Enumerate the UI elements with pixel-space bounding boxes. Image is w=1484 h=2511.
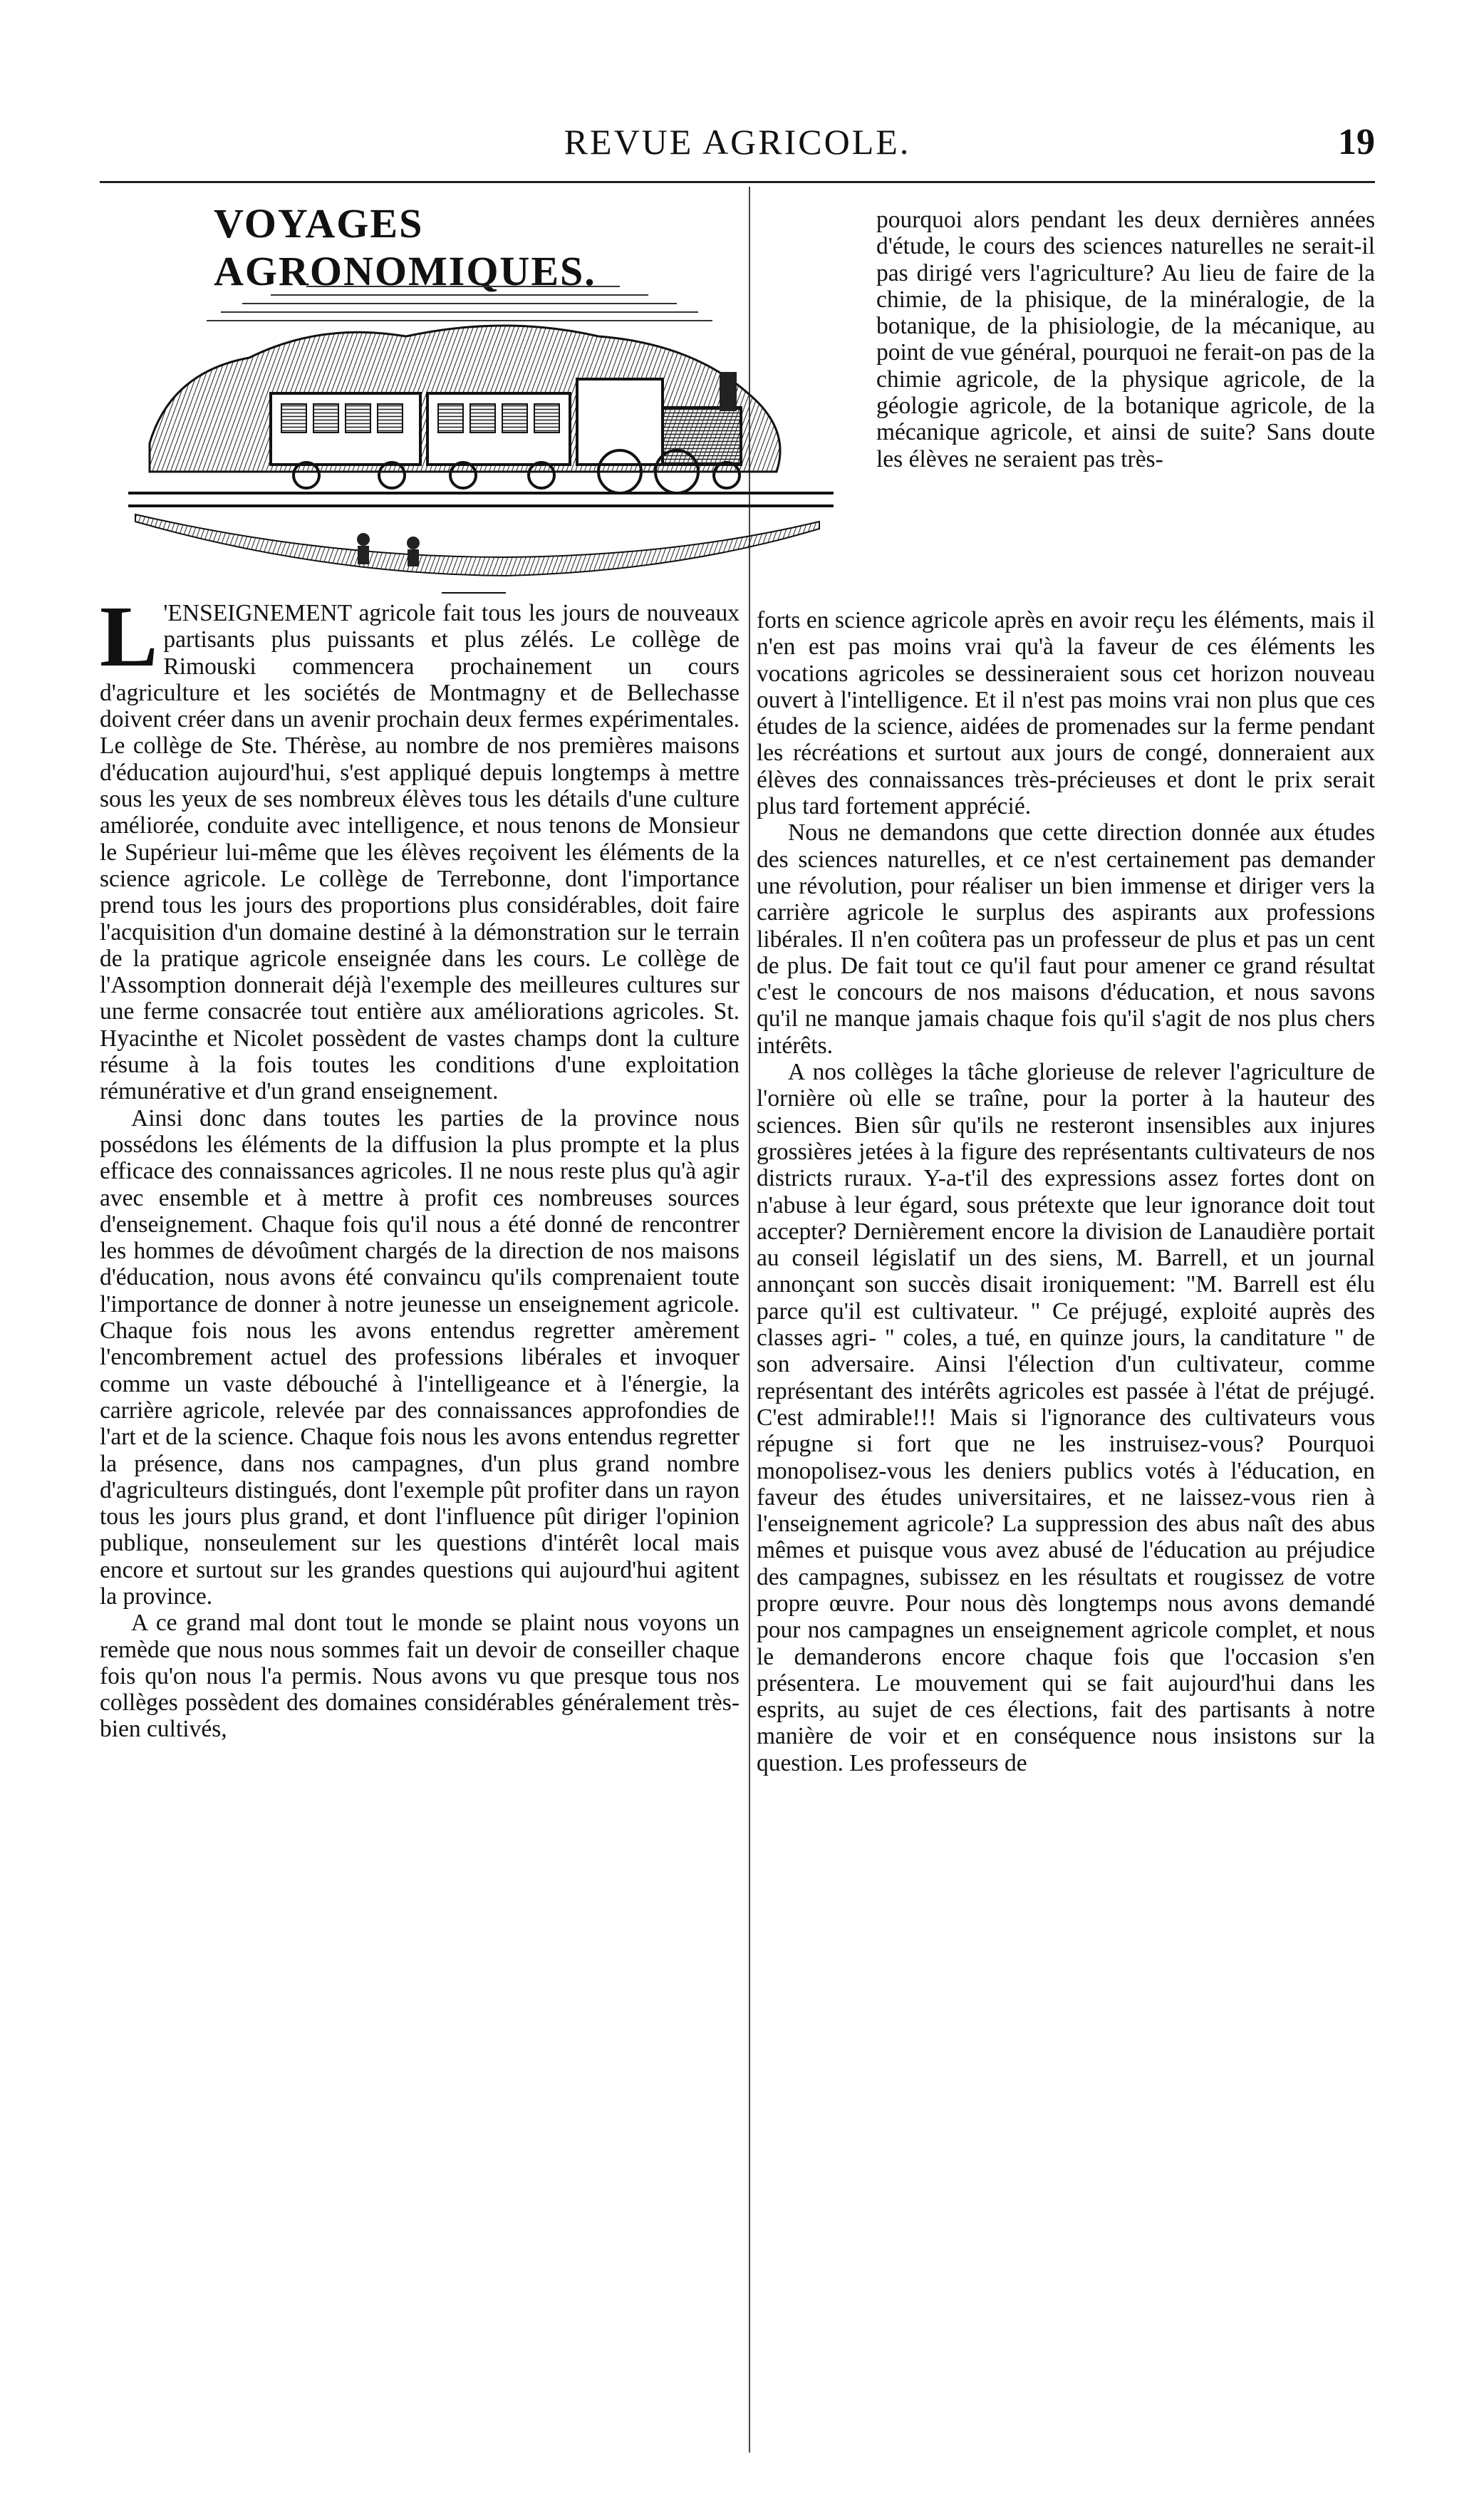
train-engraving: [107, 258, 862, 599]
left-column: [100, 589, 740, 1743]
paragraph-6: A nos collèges la tâche glorieuse de relever l'agriculture de l'ornière où elle se traîne, pour la porter à la hauteur des sciences. Bien sûr qu'ils ne resteront insensibles aux injures grossières jetées à la figure des représentants cultivateurs de nos districts ruraux. Y-a-t'il des expressions assez fortes dont on n'abuse à leur égard, sous prétexte que leur ignorance doit tout accepter? Dernièrement encore la division de Lanaudière portait au conseil législatif un des siens, M. Barrell, et un journal annonçant son succès disait ironiquement: "M. Barrell est élu parce qu'il est cultivateur. " Ce préjugé, exploité auprès des classes agri- " coles, a tué, en quinze jours, la canditature " de son adversaire. Ainsi l'élection d'un cultivateur, comme représentant des intérêts agricoles est passée à l'état de préjugé. C'est admirable!!! Mais si l'ignorance des cultivateurs vous répugne si fort que ne les instruisez-vous? Pourquoi monopolisez-vous les deniers publics votés à l'éducation, en faveur des études universitaires, et ne laissez-vous rien à l'enseignement agricole? La suppression des abus naît des abus mêmes et puisque vous avez abusé de l'éducation au préjudice des campagnes, subissez en les résultats et rougissez de votre propre œuvre. Pour nous dès longtemps nous avons demandé pour nos campagnes un enseignement agricole complet, et nous le demanderons encore chaque fois que l'occasion s'en présentera. Le mouvement qui se fait aujourd'hui dans les esprits, au sujet de ces élections, fait des partisants à notre manière de voir et en conséquence nous insistons sur la question. Les professeurs de: [757, 1059, 1375, 1776]
paragraph-1: [100, 589, 740, 1105]
paragraph-1-text: 'ENSEIGNEMENT agricole fait tous les jours de nouveaux partisants plus puissants et plus zélés. Le collège de Rimouski commencera prochainement un cours d'agriculture et les sociétés de Montmagny et de Bellechasse doivent créer dans un avenir prochain deux fermes expérimentales. Le collège de Ste. Thérèse, au nombre de nos premières maisons d'éducation aujourd'hui, s'est appliqué depuis longtemps à mettre sous les yeux de ses nombreux élèves tous les détails d'une culture améliorée, conduite avec intelligence, et nous tenons de Monsieur le Supérieur lui-même que les élèves reçoivent les éléments de la science agricole. Le collège de Terrebonne, dont l'importance prend tous les jours des proportions plus considérables, doit faire l'acquisition d'un domaine destiné à la démonstration sur le terrain de la pratique agricole enseignée dans les cours. Le collège de l'Assomption donnerait déjà l'exemple des meilleures cultures sur une ferme consacrée tout entière aux améliorations agricoles. St. Hyacinthe et Nicolet possèdent de vastes champs dont la culture résume à la fois toutes les conditions d'une exploitation rémunérative et d'un grand enseignement.: [100, 600, 740, 1105]
paragraph-2: Ainsi donc dans toutes les parties de la province nous possédons les éléments de la diffusion la plus prompte et la plus efficace des connaissances agricoles. Il ne nous reste plus qu'à agir avec ensemble et à mettre à profit ces nombreuses sources d'enseignement. Chaque fois qu'il nous a été donné de rencontrer les hommes de dévoûment chargés de la direction de nos maisons d'éducation, nous avons été convaincu qu'ils comprenaient toute l'importance de donner à notre jeunesse un enseignement agricole. Chaque fois nous les avons entendus regretter amèrement l'encombrement actuel des professions libérales et invoquer comme un vaste débouché à l'intelligeance et à l'énergie, la carrière agricole, relevée par des connaissances approfondies de l'art et de la science. Chaque fois nous les avons entendus regretter la présence, dans nos campagnes, d'un plus grand nombre d'agriculteurs distingués, dont l'exemple pût profiter dans un rayon tous les jours plus grand, et dont l'influence pût diriger l'opinion publique, nonseulement sur les questions d'intérêt local mais encore et surtout sur les grandes questions qui aujourd'hui agitent la province.: [100, 1104, 740, 1610]
page-number: 19: [1338, 122, 1375, 162]
article-title: VOYAGES AGRONOMIQUES.: [214, 200, 596, 294]
drop-cap: L: [100, 589, 158, 685]
running-head: REVUE AGRICOLE.: [564, 122, 911, 162]
paragraph-3: A ce grand mal dont tout le monde se plaint nous voyons un remède que nous nous sommes fait un devoir de conseiller chaque fois qu'on nous l'a permis. Nous avons vu que presque tous nos collèges possèdent des domaines considérables généralement très-bien cultivés,: [100, 1610, 740, 1743]
right-column-top: [876, 207, 1375, 472]
paragraph: pourquoi alors pendant les deux dernières années d'étude, le cours des sciences naturelles ne serait-il pas dirigé vers l'agriculture? Au lieu de faire de la chimie, de la phisique, de la minéralogie, de la botanique, de la phisiologie, de la mécanique, au point de vue général, pourquoi ne ferait-on pas de la chimie agricole, de la physique agricole, de la géologie agricole, de la botanique agricole, de la mécanique agricole, et ainsi de suite? Sans doute les élèves ne seraient pas très-: [876, 207, 1375, 472]
page-header: [100, 121, 1375, 164]
paragraph-5: Nous ne demandons que cette direction donnée aux études des sciences naturelles, et ce n'est certainement pas demander une révolution, pour réaliser un bien immense et diriger vers la carrière agricole le surplus des aspirants aux professions libérales. Il n'en coûtera pas un professeur de plus et pas un cent de plus. De fait tout ce qu'il faut pour amener ce grand résultat c'est le concours de nos maisons d'éducation, et nous savons qu'il ne manque jamais chaque fois qu'il s'agit de nos plus chers intérêts.: [757, 819, 1375, 1059]
right-column: [757, 607, 1375, 1776]
header-rule: [100, 181, 1375, 183]
paragraph-4: forts en science agricole après en avoir reçu les éléments, mais il n'en est pas moins vrai qu'à la faveur de ces éléments les vocations agricoles se dessineraient sous cet horizon nouveau ouvert à l'intelligence. Et il n'est pas moins vrai non plus que ces études de la science, aidées de promenades sur la ferme pendant les récréations et surtout aux jours de congé, donneraient aux élèves des connaissances très-précieuses et dont le prix serait plus tard fortement apprécié.: [757, 607, 1375, 820]
